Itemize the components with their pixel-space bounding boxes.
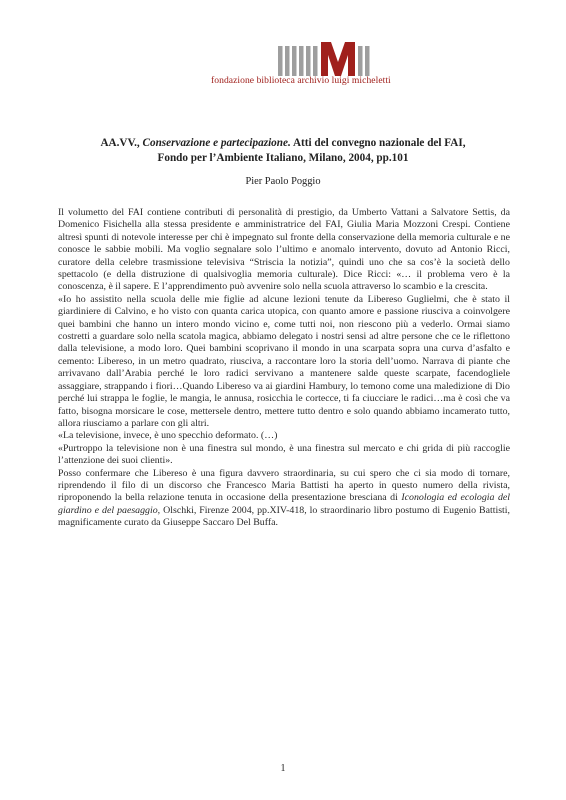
logo-text: fondazione biblioteca archivio luigi micheletti <box>211 75 391 86</box>
cited-book-title: Iconologia ed ecologia del giardino e del paesaggio, <box>58 492 511 516</box>
reference-line-1 <box>40 136 526 151</box>
author-name: Pier Paolo Poggio <box>245 176 321 187</box>
article-body <box>58 207 510 530</box>
bibliographic-reference <box>40 136 526 166</box>
paragraph-4: «Purtroppo la televisione non è una finestra sul mondo, è una finestra sul mercato e chi grida di più raccoglie l’attenzione dei suoi clienti». <box>58 442 510 467</box>
reference-line-2: Fondo per l’Ambiente Italiano, Milano, 2004, pp.101 <box>157 152 409 164</box>
paragraph-2: «Io ho assistito nella scuola delle mie figlie ad alcune lezioni tenute da Libereso Guglielmi, che è stato il giardiniere di Calvino, e ho visto con quanta carica utopica, con quanto amore e passione riusciva a coinvolgere quei bambini che hanno un intero mondo vicino e, come tutti noi, non riescono più a vederlo. Ormai siamo costretti a guardare solo nella scatola magica, abbiamo delegato i nostri sensi ad altre persone che ce le riflettono dalla televisione, a modo loro. Quei bambini scoprivano il mondo in una scarpata sopra una curva d’asfalto e cemento: Libereso, in un metro quadrato, riusciva, a raccontare loro la storia dell’uomo. Narrava di piante che arrivavano dall’Arabia perché le loro radici servivano a mantenere salde queste scarpate, facendogliele assaggiare, strappando i fiori…Quando Libereso va ai giardini Hambury, lo temono come una maledizione di Dio perché lui strappa le foglie, le mangia, le annusa, rosicchia le cortecce, ti fa ciucciare le radici…ma è così che va fatto, bisogna morsicare le cose, mettersele dentro, mettere tutto dentro e solo quando abbiamo incamerato tutto, allora riusciamo a parlare con gli altri. <box>58 293 510 429</box>
paragraph-5 <box>58 468 510 530</box>
reference-authors: AA.VV., <box>100 137 140 149</box>
paragraph-1: Il volumetto del FAI contiene contributi di personalità di prestigio, da Umberto Vattani a Salvatore Settis, da Domenico Fisichella alla stessa presidente e amministratrice del FAI, Giulia Maria Mozzoni Crespi. Contiene altresì spunti di notevole interesse per chi è impegnato sul fronte della conservazione della memoria culturale e ne conosce le sabbie mobili. Ma voglio segnalare solo l’ultimo e anomalo intervento, dovuto ad Antonio Ricci, curatore della celebre trasmissione televisiva “Striscia la notizia”, quindi uno che sa cos’è la società dello spettacolo (e della distruzione di qualsivoglia memoria culturale). Dice Ricci: «… il problema vero è la conoscenza, è il sapere. E l’apprendimento può avvenire solo nella scuola attraverso lo scambio e la crescita. <box>58 207 510 293</box>
reference-title: Conservazione e partecipazione. <box>142 137 291 149</box>
paragraph-3: «La televisione, invece, è uno specchio deformato. (…) <box>58 430 278 442</box>
logo-mark <box>278 42 378 76</box>
paragraph-5-text-a: Posso confermare che Libereso è una figura davvero straordinaria, su cui spero che ci sia modo di tornare, riprendendo il filo di un discorso che Francesco Maria Battisti ha aperto in questo numero della rivista, riproponendo la bella relazione tenuta in occasione della presentazione bresciana di <box>58 467 510 504</box>
logo-bars-icon <box>278 42 378 76</box>
reference-subtitle: Atti del convegno nazionale del FAI, <box>292 137 466 149</box>
paragraph-5-text-b: Olschki, Firenze 2004, pp.XIV-418, lo straordinario libro postumo di Eugenio Battisti, magnificamente curato da Giuseppe Saccaro Del Buffa. <box>58 504 510 529</box>
page-number: 1 <box>280 763 286 774</box>
